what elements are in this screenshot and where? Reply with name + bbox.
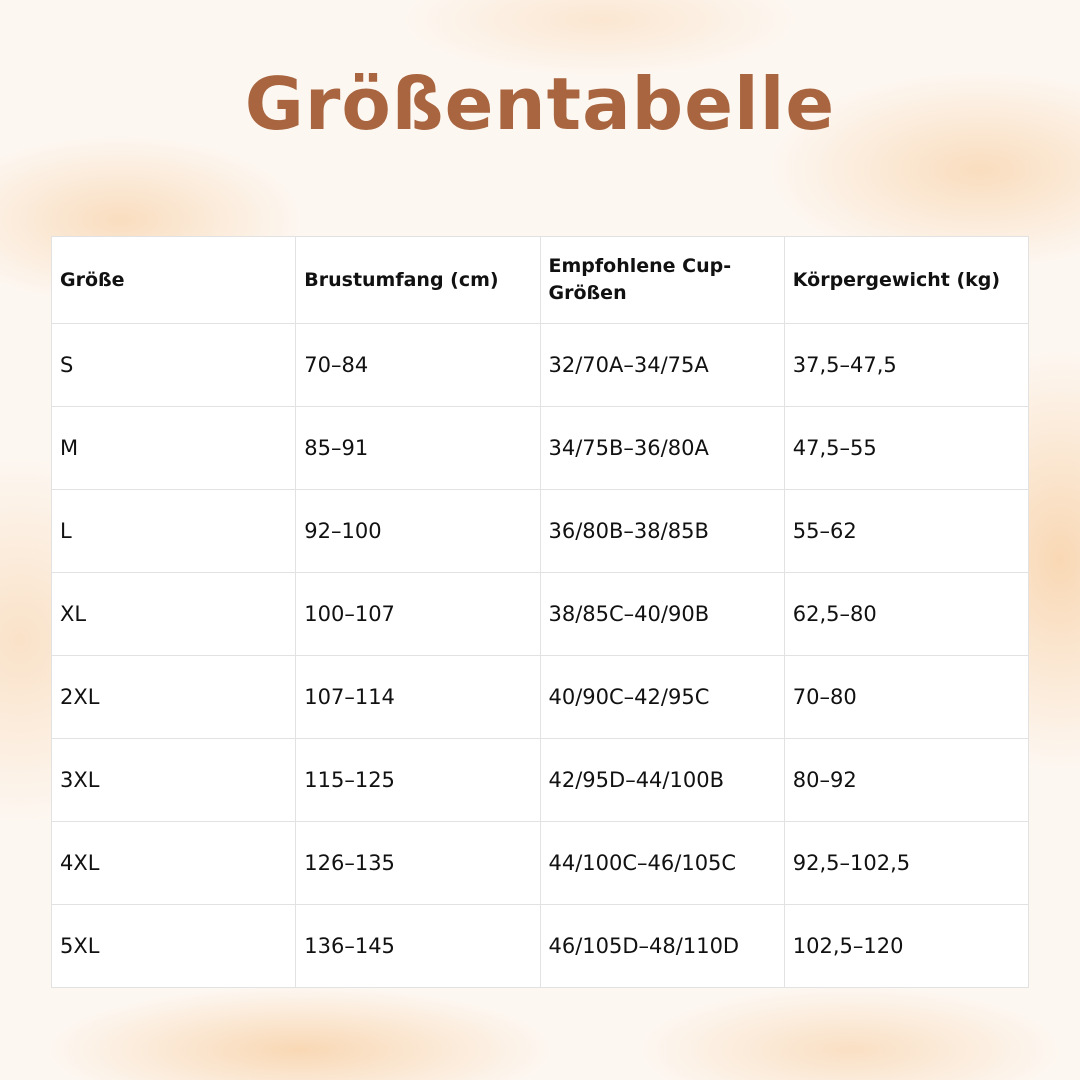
cell-weight: 62,5–80	[784, 573, 1028, 656]
cell-weight: 70–80	[784, 656, 1028, 739]
cell-bust: 107–114	[296, 656, 540, 739]
table-row	[52, 490, 1029, 573]
cell-size: 3XL	[52, 739, 296, 822]
table-row	[52, 739, 1029, 822]
table-row	[52, 822, 1029, 905]
cell-bust: 126–135	[296, 822, 540, 905]
table-row	[52, 407, 1029, 490]
cell-cup-sizes: 38/85C–40/90B	[540, 573, 784, 656]
cell-size: XL	[52, 573, 296, 656]
column-header-bust: Brustumfang (cm)	[296, 237, 540, 324]
cell-bust: 70–84	[296, 324, 540, 407]
cell-cup-sizes: 32/70A–34/75A	[540, 324, 784, 407]
cell-size: 4XL	[52, 822, 296, 905]
cell-bust: 115–125	[296, 739, 540, 822]
table-row	[52, 324, 1029, 407]
cell-weight: 55–62	[784, 490, 1028, 573]
table-row	[52, 573, 1029, 656]
cell-size: M	[52, 407, 296, 490]
cell-bust: 92–100	[296, 490, 540, 573]
cell-cup-sizes: 46/105D–48/110D	[540, 905, 784, 988]
cell-bust: 100–107	[296, 573, 540, 656]
cell-weight: 92,5–102,5	[784, 822, 1028, 905]
cell-size: 5XL	[52, 905, 296, 988]
cell-weight: 47,5–55	[784, 407, 1028, 490]
cell-bust: 136–145	[296, 905, 540, 988]
cell-size: 2XL	[52, 656, 296, 739]
cell-weight: 37,5–47,5	[784, 324, 1028, 407]
table-row	[52, 656, 1029, 739]
cell-cup-sizes: 42/95D–44/100B	[540, 739, 784, 822]
page-title: Größentabelle	[244, 62, 836, 146]
column-header-size: Größe	[52, 237, 296, 324]
table-row	[52, 905, 1029, 988]
cell-weight: 102,5–120	[784, 905, 1028, 988]
cell-weight: 80–92	[784, 739, 1028, 822]
table-header-row	[52, 237, 1029, 324]
cell-size: S	[52, 324, 296, 407]
size-chart-table	[51, 236, 1029, 988]
cell-cup-sizes: 34/75B–36/80A	[540, 407, 784, 490]
cell-cup-sizes: 40/90C–42/95C	[540, 656, 784, 739]
cell-size: L	[52, 490, 296, 573]
column-header-cup-sizes: Empfohlene Cup-Größen	[540, 237, 784, 324]
cell-bust: 85–91	[296, 407, 540, 490]
cell-cup-sizes: 36/80B–38/85B	[540, 490, 784, 573]
column-header-weight: Körpergewicht (kg)	[784, 237, 1028, 324]
cell-cup-sizes: 44/100C–46/105C	[540, 822, 784, 905]
